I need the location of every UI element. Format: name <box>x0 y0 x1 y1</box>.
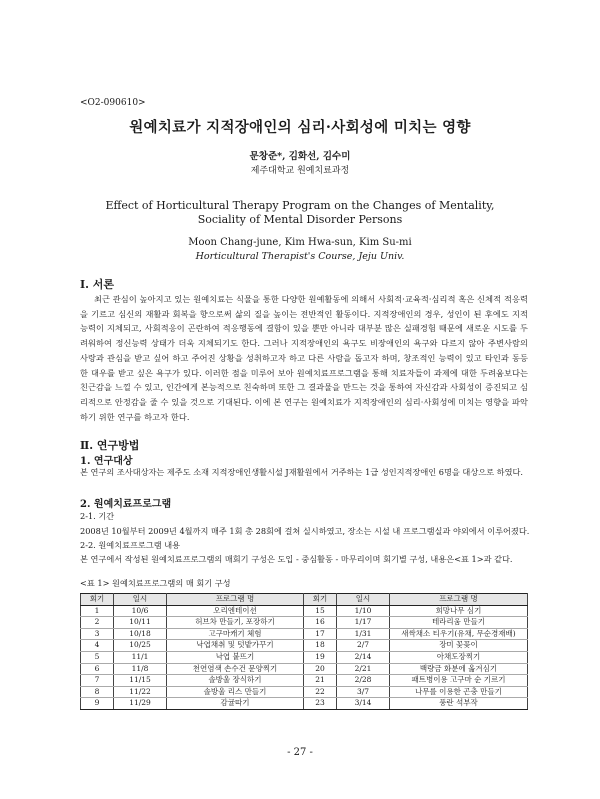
table-cell: 패트병이용 고구마 순 기르기 <box>390 675 528 687</box>
program-content-label: 2-2. 원예치료프로그램 내용 <box>80 540 181 550</box>
authors-korean: 문창준*, 김화선, 김수미 <box>249 151 351 162</box>
table-cell: 16 <box>304 617 337 629</box>
table-cell: 10/18 <box>114 628 167 640</box>
table-cell: 3 <box>81 628 114 640</box>
table-header-cell: 프로그램 명 <box>167 594 304 606</box>
program-period-label: 2-1. 기간 <box>80 511 115 521</box>
table-cell: 11/1 <box>114 651 167 663</box>
table-cell: 8 <box>81 686 114 698</box>
table-cell: 3/14 <box>337 698 390 710</box>
table-header-cell: 회기 <box>304 594 337 606</box>
table-row <box>81 640 528 652</box>
table-cell: 2/28 <box>337 675 390 687</box>
table-header-cell: 회기 <box>81 594 114 606</box>
table-cell: 낙엽채취 및 텃밭가꾸기 <box>167 640 304 652</box>
title-english-line-1: Effect of Horticultural Therapy Program on the Changes of Mentality, <box>105 199 495 212</box>
table-cell: 천연염색 손수건 문양찍기 <box>167 663 304 675</box>
table-cell: 1/17 <box>337 617 390 629</box>
table-cell: 22 <box>304 686 337 698</box>
table-cell: 23 <box>304 698 337 710</box>
table-cell: 21 <box>304 675 337 687</box>
program-period-text: 2008년 10월부터 2009년 4월까지 매주 1회 총 28회에 걸쳐 실시하였고, 장소는 시설 내 프로그램실과 야외에서 이루어졌다. <box>80 526 530 536</box>
table-cell: 1/10 <box>337 605 390 617</box>
table-cell: 2/14 <box>337 651 390 663</box>
table-cell: 1 <box>81 605 114 617</box>
subjects-paragraph: 본 연구의 조사대상자는 제주도 소재 지적장애인생활시설 J재활원에서 거주하는 1급 성인지적장애인 6명을 대상으로 하였다. <box>80 467 523 477</box>
table-row <box>81 628 528 640</box>
table-cell: 솔방울 장식하기 <box>167 675 304 687</box>
affiliation-english: Horticultural Therapist's Course, Jeju Univ. <box>195 251 405 262</box>
table-cell: 10/25 <box>114 640 167 652</box>
table-row <box>81 605 528 617</box>
table-cell: 7 <box>81 675 114 687</box>
table-row <box>81 651 528 663</box>
table-row <box>81 686 528 698</box>
table-cell: 허브차 만들기, 포장하기 <box>167 617 304 629</box>
table-row <box>81 617 528 629</box>
table-cell: 17 <box>304 628 337 640</box>
table-cell: 2 <box>81 617 114 629</box>
table-cell: 15 <box>304 605 337 617</box>
table-cell: 19 <box>304 651 337 663</box>
intro-paragraph: 최근 관심이 높아지고 있는 원예치료는 식물을 통한 다양한 원예활동에 의해서 사회적·교육적·심리적 혹은 신체적 적응력을 기르고 심신의 재활과 회복을 향으로써 삶의 질을 높이는 전반적인 활동이다. 지적장애인의 경우, 성인이 된 후에도 지적 능력이 지체되고, 사회적응이 곤란하여 적응행동에 결함이 있을 뿐만 아니라 대부분 많은 실패경험 때문에 새로운 시도를 두려워하여 정신능력 상태가 더욱 지체되기도 한다. 그러나 지적장애인의 욕구도 비장애인의 욕구와 다르지 않아 주변사람의 사랑과 관심을 받고 싶어 하고 주어진 상황을 성취하고자 하고 다른 사람을 돕고자 하며, 창조적인 능력이 있고 타인과 동등한 대우를 받고 싶은 욕구가 있다. 이러한 점을 미루어 보아 원예치료프로그램을 통해 치료자들이 과제에 대한 두려움보다는 친근감을 느낄 수 있고, 인간에게 본능적으로 친숙하며 또한 그 결과물을 만드는 것을 통하여 자신감과 사회성이 증진되고 심리적으로 안정감을 줄 수 있을 것으로 기대된다. 이에 본 연구는 원예치료가 지적장애인의 심리·사회성에 미치는 영향을 파악하기 위한 연구를 하고자 한다. <box>80 294 528 422</box>
table-cell: 9 <box>81 698 114 710</box>
table-cell: 10/11 <box>114 617 167 629</box>
table-cell: 2/7 <box>337 640 390 652</box>
table-cell: 아채도장찍기 <box>390 651 528 663</box>
table-cell: 장미 꽃꽂이 <box>390 640 528 652</box>
table-caption: <표 1> 원예치료프로그램의 매 회기 구성 <box>80 578 231 588</box>
table-cell: 낙엽 붙뜨기 <box>167 651 304 663</box>
program-content-text: 본 연구에서 작성된 원예치료프로그램의 매회기 구성은 도입 - 중심활동 - 마무리이며 회기별 구성, 내용은<표 1>과 같다. <box>80 554 513 564</box>
table-cell: 11/29 <box>114 698 167 710</box>
table-cell: 4 <box>81 640 114 652</box>
table-cell: 1/31 <box>337 628 390 640</box>
table-cell: 테라리움 만들기 <box>390 617 528 629</box>
table-cell: 새싹채소 티우기(유채, 무순경재배) <box>390 628 528 640</box>
table-row <box>81 675 528 687</box>
table-cell: 희망나무 심기 <box>390 605 528 617</box>
table-header-cell: 일시 <box>337 594 390 606</box>
subsection-heading-program: 2. 원예치료프로그램 <box>80 499 172 510</box>
table-cell: 6 <box>81 663 114 675</box>
table-cell: 나무를 이용한 곤충 만들기 <box>390 686 528 698</box>
table-cell: 11/22 <box>114 686 167 698</box>
table-cell: 고구마캐기 체험 <box>167 628 304 640</box>
table-header-row <box>81 594 528 606</box>
table-cell: 풍란 석부작 <box>390 698 528 710</box>
table-row <box>81 663 528 675</box>
table-cell: 11/8 <box>114 663 167 675</box>
title-english <box>0 199 600 227</box>
table-cell: 솔방울 리스 만들기 <box>167 686 304 698</box>
authors-english: Moon Chang-june, Kim Hwa-sun, Kim Su-mi <box>188 237 412 248</box>
paper-code: <O2-090610> <box>80 98 146 108</box>
page-number: - 27 - <box>287 747 313 758</box>
section-heading-intro: Ⅰ. 서론 <box>80 278 115 291</box>
section-heading-methods: Ⅱ. 연구방법 <box>80 439 140 452</box>
table-header-cell: 일시 <box>114 594 167 606</box>
table-cell: 18 <box>304 640 337 652</box>
table-header-cell: 프로그램 명 <box>390 594 528 606</box>
table-row <box>81 698 528 710</box>
table-cell: 20 <box>304 663 337 675</box>
affiliation-korean: 제주대학교 원예치료과정 <box>250 166 350 176</box>
table-cell: 5 <box>81 651 114 663</box>
table-cell: 감귤따기 <box>167 698 304 710</box>
title-english-line-2: Sociality of Mental Disorder Persons <box>197 213 403 226</box>
table-cell: 10/6 <box>114 605 167 617</box>
subsection-heading-subjects: 1. 연구대상 <box>80 456 133 467</box>
title-korean: 원예치료가 지적장애인의 심리·사회성에 미치는 영향 <box>129 119 471 136</box>
table-cell: 3/7 <box>337 686 390 698</box>
table-cell: 오리엔테이션 <box>167 605 304 617</box>
table-cell: 11/15 <box>114 675 167 687</box>
table-cell: 백량금 화분에 옮겨심기 <box>390 663 528 675</box>
program-table <box>80 593 528 710</box>
table-cell: 2/21 <box>337 663 390 675</box>
